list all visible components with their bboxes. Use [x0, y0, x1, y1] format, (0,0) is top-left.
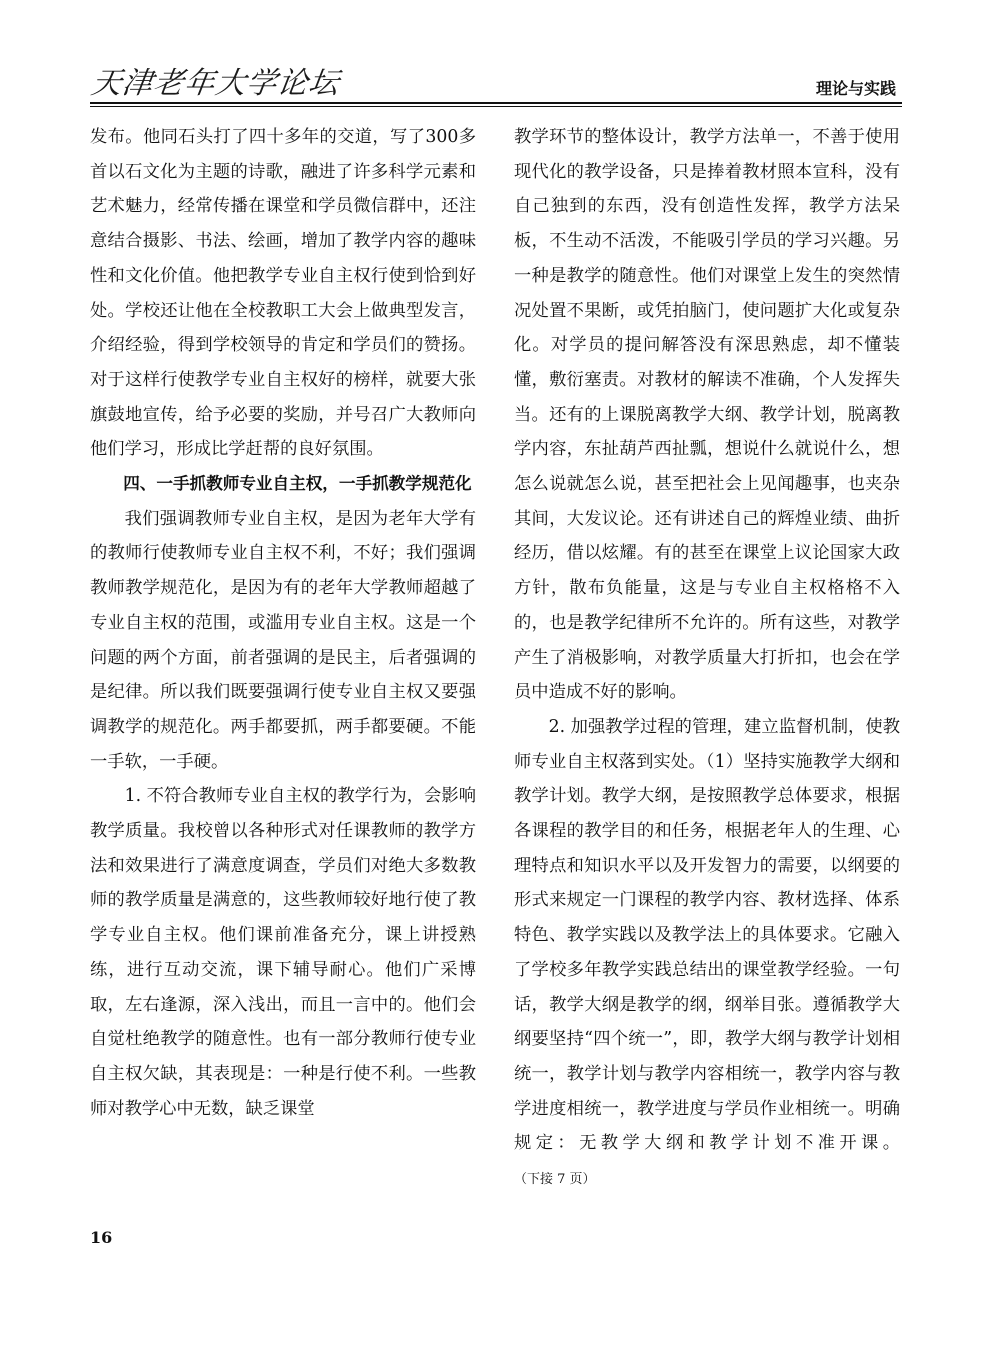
right-column	[514, 120, 900, 1198]
continuation-note: （下接 7 页）	[514, 1172, 596, 1188]
page-number: 16	[90, 1228, 113, 1247]
header-rule-thin	[90, 106, 902, 107]
right-paragraph-1: 教学环节的整体设计，教学方法单一，不善于使用现代化的教学设备，只是捧着教材照本宣科，没有自己独到的东西，没有创造性发挥，教学方法呆板，不生动不活泼，不能吸引学员的学习兴趣。另一种是教学的随意性。他们对课堂上发生的突然情况处置不果断，或凭拍脑门，使问题扩大化或复杂化。对学员的提问解答没有深思熟虑，却不懂装懂，敷衍塞责。对教材的解读不准确，个人发挥失当。还有的上课脱离教学大纲、教学计划，脱离教学内容，东扯葫芦西扯瓢，想说什么就说什么，想怎么说就怎么说，甚至把社会上见闻趣事，也夹杂其间，大发议论。还有讲述自己的辉煌业绩、曲折经历，借以炫耀。有的甚至在课堂上议论国家大政方针，散布负能量，这是与专业自主权格格不入的，也是教学纪律所不允许的。所有这些，对教学产生了消极影响，对教学质量大打折扣，也会在学员中造成不好的影响。	[514, 127, 900, 703]
header-rule-thick	[90, 102, 902, 104]
right-paragraph-2-text: 2. 加强教学过程的管理，建立监督机制，使教师专业自主权落到实处。（1）坚持实施教学大纲和教学计划。教学大纲，是按照教学总体要求，根据各课程的教学目的和任务，根据老年人的生理、心理特点和知识水平以及开发智力的需要，以纲要的形式来规定一门课程的教学内容、教材选择、体系特色、教学实践以及教学法上的具体要求。它融入了学校多年教学实践总结出的课堂教学经验。一句话，教学大纲是教学的纲，纲举目张。遵循教学大纲要坚持“四个统一”，即，教学大纲与教学计划相统一，教学计划与教学内容相统一，教学内容与教学进度相统一，教学进度与学员作业相统一。明确规定：无教学大纲和教学计划不准开课。	[514, 716, 900, 1154]
right-paragraph-2	[514, 710, 900, 1198]
left-paragraph-1: 发布。他同石头打了四十多年的交道，写了300多首以石文化为主题的诗歌，融进了许多科学元素和艺术魅力，经常传播在课堂和学员微信群中，还注意结合摄影、书法、绘画，增加了教学内容的趣味性和文化价值。他把教学专业自主权行使到恰到好处。学校还让他在全校教职工大会上做典型发言，介绍经验，得到学校领导的肯定和学员们的赞扬。对于这样行使教学专业自主权好的榜样，就要大张旗鼓地宣传，给予必要的奖励，并号召广大教师向他们学习，形成比学赶帮的良好氛围。	[90, 127, 476, 460]
section-heading: 四、一手抓教师专业自主权，一手抓教学规范化	[123, 474, 472, 494]
left-paragraph-2: 我们强调教师专业自主权，是因为老年大学有的教师行使教师专业自主权不利，不好；我们强调教师教学规范化，是因为有的老年大学教师超越了专业自主权的范围，或滥用专业自主权。这是一个问题的两个方面，前者强调的是民主，后者强调的是纪律。所以我们既要强调行使专业自主权又要强调教学的规范化。两手都要抓，两手都要硬。不能一手软，一手硬。	[90, 508, 476, 772]
left-column	[90, 120, 476, 1126]
journal-logo: 天津老年大学论坛	[89, 66, 342, 101]
left-paragraph-3: 1. 不符合教师专业自主权的教学行为，会影响教学质量。我校曾以各种形式对任课教师的教学方法和效果进行了满意度调查，学员们对绝大多数教师的教学质量是满意的，这些教师较好地行使了教学专业自主权。他们课前准备充分，课上讲授熟练，进行互动交流，课下辅导耐心。他们广采博取，左右逢源，深入浅出，而且一言中的。他们会自觉杜绝教学的随意性。也有一部分教师行使专业自主权欠缺，其表现是：一种是行使不利。一些教师对教学心中无数，缺乏课堂	[90, 786, 476, 1119]
section-label: 理论与实践	[815, 79, 896, 98]
